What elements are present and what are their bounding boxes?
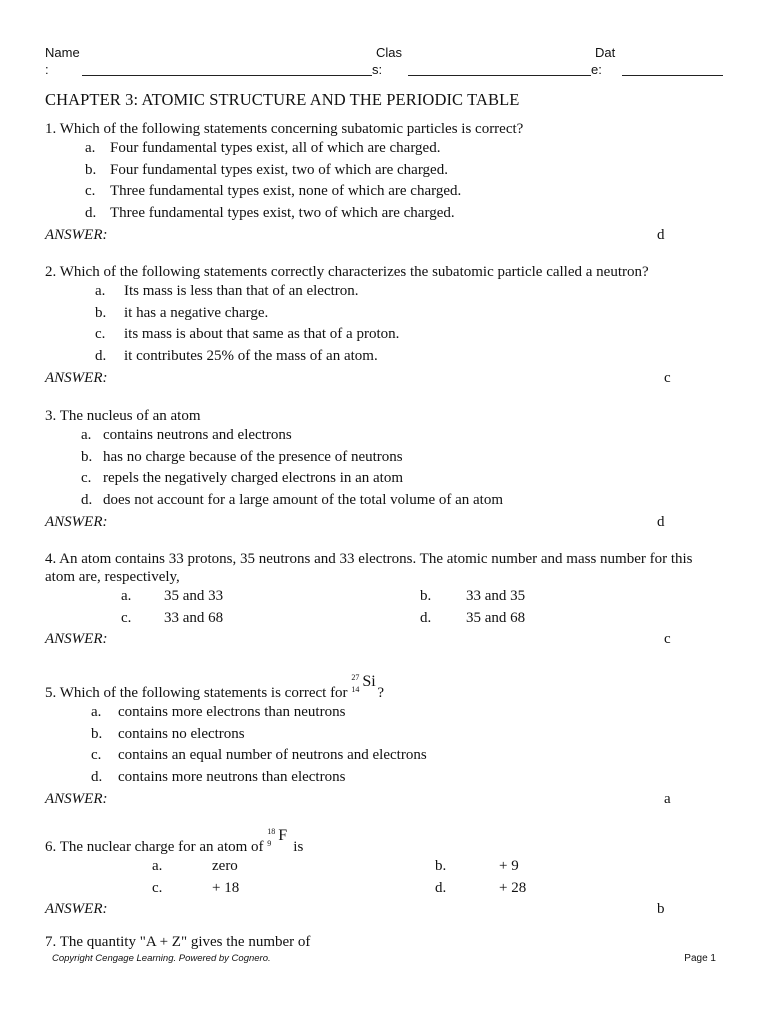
isotope-atomic-number: 9 [267, 839, 272, 848]
isotope-symbol: F [278, 827, 288, 844]
answer-value: c [664, 631, 671, 648]
isotope-symbol: Si [362, 673, 376, 690]
option-d: d. Three fundamental types exist, two of which are charged. [85, 205, 455, 222]
option-d-letter: d. [420, 609, 432, 626]
question-text: 4. An atom contains 33 protons, 35 neutrons and 33 electrons. The atomic number and mass number for this atom are, respectively, [45, 551, 693, 585]
option-a: a. Four fundamental types exist, all of which are charged. [85, 140, 441, 156]
answer-row: ANSWER: a [45, 789, 725, 810]
answer-value: d [657, 226, 665, 243]
name-label: Name [45, 45, 80, 60]
page-title: CHAPTER 3: ATOMIC STRUCTURE AND THE PERIODIC TABLE [45, 90, 520, 109]
isotope-atomic-number: 14 [351, 685, 360, 694]
option-a-text: 35 and 33 [164, 588, 224, 604]
question-4 [45, 550, 725, 650]
answer-row: ANSWER: d [45, 512, 725, 533]
name-field-line[interactable] [82, 75, 372, 76]
student-info-header [45, 45, 725, 81]
date-label: Dat [595, 45, 616, 60]
option-c-letter: c. [152, 879, 163, 896]
question-1 [45, 120, 725, 246]
isotope-si-27 [351, 673, 377, 697]
option-d: d. does not account for a large amount of the total volume of an atom [81, 492, 504, 509]
option-c: c. contains an equal number of neutrons and electrons [91, 747, 427, 764]
option-b: b. has no charge because of the presence of neutrons [81, 448, 403, 465]
date-label-suffix: e: [591, 62, 602, 77]
option-d: d. contains more neutrons than electrons [91, 769, 346, 786]
answer-row: ANSWER: c [45, 368, 725, 389]
isotope-mass-number: 27 [351, 673, 360, 682]
question-text: 7. The quantity "A + Z" gives the number of [45, 934, 311, 950]
class-label-suffix: s: [372, 62, 383, 77]
option-row-ab [45, 856, 725, 878]
option-d-letter: d. [435, 879, 447, 896]
option-d: d. it contributes 25% of the mass of an atom. [95, 348, 378, 365]
option-a-text: zero [212, 858, 238, 874]
option-c: c. Three fundamental types exist, none of which are charged. [85, 183, 462, 200]
question-text: 5. Which of the following statements is correct for 27 14 Si ? [45, 679, 725, 702]
isotope-f-18 [267, 827, 293, 851]
answer-value: a [664, 790, 671, 807]
name-label-colon: : [45, 62, 49, 77]
question-2 [45, 263, 725, 389]
option-c: c. repels the negatively charged electrons in an atom [81, 470, 404, 487]
option-c-letter: c. [121, 609, 132, 626]
class-field-line[interactable] [408, 75, 591, 76]
option-a-letter: a. [152, 858, 163, 874]
isotope-mass-number: 18 [267, 827, 276, 836]
question-text: 6. The nuclear charge for an atom of 18 9 F is [45, 833, 725, 856]
option-c-text: 33 and 68 [164, 609, 224, 626]
option-b-text: + 9 [499, 858, 519, 874]
option-b: b. it has a negative charge. [95, 304, 269, 321]
question-7 [45, 933, 725, 951]
option-d-text: + 28 [499, 879, 527, 896]
option-b: b. contains no electrons [91, 725, 245, 742]
option-row-cd [45, 878, 725, 900]
option-row-cd [45, 608, 725, 630]
answer-row: ANSWER: b [45, 899, 725, 920]
answer-row: ANSWER: c [45, 629, 725, 650]
option-c-text: + 18 [212, 879, 240, 896]
option-b-letter: b. [435, 858, 447, 874]
answer-value: b [657, 901, 665, 918]
option-d-text: 35 and 68 [466, 609, 526, 626]
question-6 [45, 827, 725, 920]
option-c: c. its mass is about that same as that of a proton. [95, 326, 400, 343]
question-text: 2. Which of the following statements correctly characterizes the subatomic particle called a neutron? [45, 264, 649, 280]
answer-value: c [664, 369, 671, 386]
option-b-text: 33 and 35 [466, 588, 526, 604]
option-a-letter: a. [121, 588, 132, 604]
page-number: Page 1 [684, 953, 716, 964]
option-a: a. contains more electrons than neutrons [91, 704, 346, 720]
copyright-footer: Copyright Cengage Learning. Powered by Cognero. [52, 953, 271, 964]
date-field-line[interactable] [622, 75, 723, 76]
option-b: b. Four fundamental types exist, two of which are charged. [85, 161, 448, 178]
question-3 [45, 407, 725, 533]
option-a: a. contains neutrons and electrons [81, 427, 292, 443]
answer-value: d [657, 513, 665, 530]
class-label: Clas [376, 45, 403, 60]
question-text: 3. The nucleus of an atom [45, 408, 201, 424]
option-a: a. Its mass is less than that of an electron. [95, 283, 359, 299]
option-b-letter: b. [420, 588, 432, 604]
question-text: 1. Which of the following statements concerning subatomic particles is correct? [45, 121, 524, 137]
question-5 [45, 673, 725, 810]
answer-row: ANSWER: d [45, 225, 725, 246]
option-row-ab [45, 586, 725, 608]
